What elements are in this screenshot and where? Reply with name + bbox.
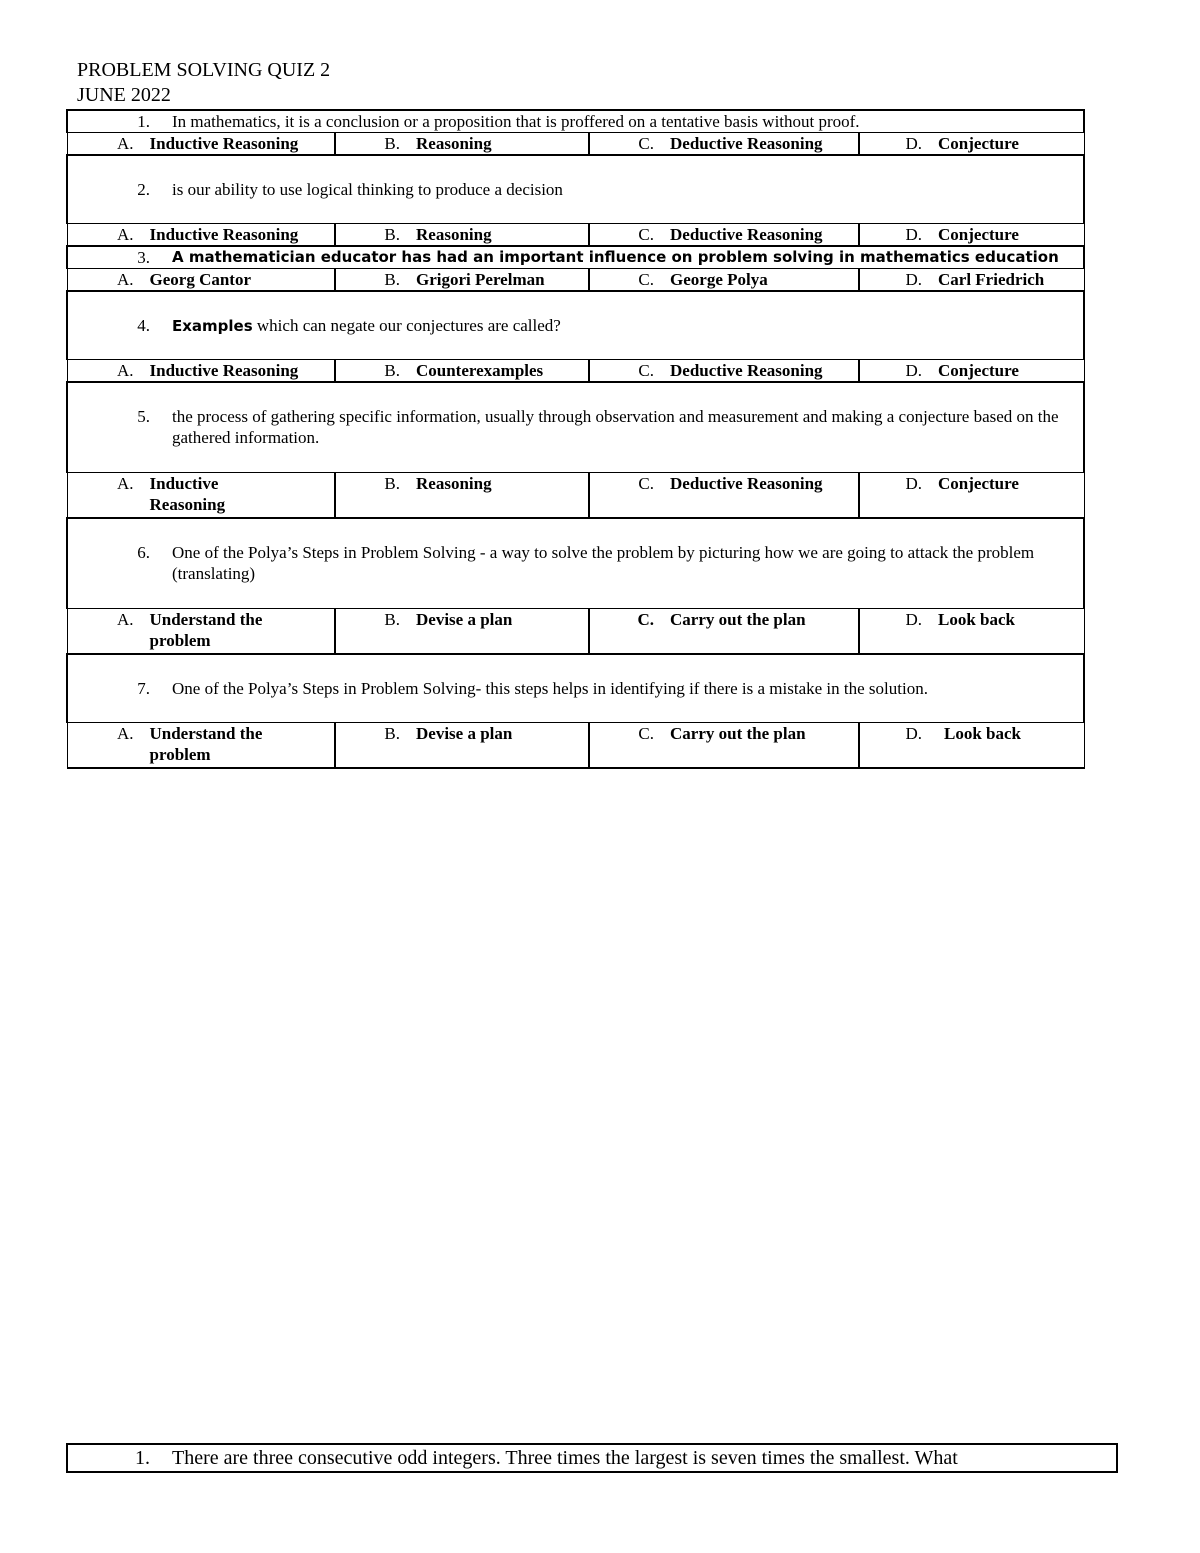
question-text: There are three consecutive odd integers. Three times the largest is seven times the smallest. What xyxy=(172,1447,958,1469)
option-b[interactable]: B. Grigori Perelman xyxy=(384,270,545,289)
question-number: 3. xyxy=(137,248,150,267)
options-row xyxy=(67,723,1084,769)
question-number: 6. xyxy=(137,543,150,562)
option-c[interactable]: C. Deductive Reasoning xyxy=(638,225,823,244)
options-row xyxy=(67,609,1084,655)
quiz-date: JUNE 2022 xyxy=(77,84,171,106)
option-c[interactable]: C. Deductive Reasoning xyxy=(638,134,823,153)
option-c[interactable]: C. Carry out the plan xyxy=(637,610,806,629)
option-d[interactable]: D. Look back xyxy=(905,610,1015,629)
question-number: 7. xyxy=(137,679,150,698)
option-a[interactable]: A. Understand the problem xyxy=(116,724,263,764)
option-b[interactable]: B. Counterexamples xyxy=(384,361,544,380)
option-d[interactable]: D. Conjecture xyxy=(905,134,1019,153)
question-row xyxy=(67,110,1084,133)
question-row xyxy=(67,155,1084,224)
option-a[interactable]: A. Inductive Reasoning xyxy=(116,474,226,514)
question-text: In mathematics, it is a conclusion or a proposition that is proffered on a tentative basis without proof. xyxy=(172,112,860,131)
option-c[interactable]: C. Deductive Reasoning xyxy=(638,361,823,380)
option-c[interactable]: C. George Polya xyxy=(638,270,768,289)
options-row xyxy=(67,473,1084,519)
option-b[interactable]: B. Reasoning xyxy=(384,474,492,493)
question-text-rest: which can negate our conjectures are called? xyxy=(252,316,561,335)
option-a[interactable]: A. Understand the problem xyxy=(116,610,263,650)
question-text-bold: Examples xyxy=(172,317,253,335)
question-row xyxy=(67,382,1084,473)
quiz-header xyxy=(77,58,330,108)
question-row xyxy=(67,518,1084,609)
question-row xyxy=(67,246,1084,269)
options-row xyxy=(67,133,1084,156)
next-section-question xyxy=(66,1443,1118,1473)
option-a[interactable]: A. Inductive Reasoning xyxy=(116,361,299,380)
options-row xyxy=(67,224,1084,247)
option-b[interactable]: B. Reasoning xyxy=(384,134,492,153)
option-d[interactable]: D. Look back xyxy=(905,724,1021,743)
option-d[interactable]: D. Conjecture xyxy=(905,474,1019,493)
question-text: is our ability to use logical thinking to produce a decision xyxy=(172,180,563,199)
options-row xyxy=(67,360,1084,383)
quiz-table xyxy=(66,109,1085,769)
question-text: One of the Polya’s Steps in Problem Solving - a way to solve the problem by picturing how we are going to attack the problem (translating) xyxy=(172,543,1035,583)
option-d[interactable]: D. Carl Friedrich xyxy=(905,270,1045,289)
question-text: the process of gathering specific information, usually through observation and measurement and making a conjecture based on the gathered information. xyxy=(172,407,1059,447)
question-number: 1. xyxy=(135,1447,150,1469)
question-text xyxy=(172,315,1083,337)
option-a[interactable]: A. Inductive Reasoning xyxy=(116,225,299,244)
question-text: A mathematician educator has had an important influence on problem solving in mathematics education xyxy=(172,248,1059,266)
question-text: One of the Polya’s Steps in Problem Solving- this steps helps in identifying if there is a mistake in the solution. xyxy=(172,679,928,698)
option-a[interactable]: A. Inductive Reasoning xyxy=(116,134,299,153)
option-b[interactable]: B. Devise a plan xyxy=(384,610,513,629)
question-number: 4. xyxy=(137,316,150,335)
question-number: 1. xyxy=(137,112,150,131)
question-row xyxy=(67,291,1084,360)
option-b[interactable]: B. Reasoning xyxy=(384,225,492,244)
option-d[interactable]: D. Conjecture xyxy=(905,225,1019,244)
option-a[interactable]: A. Georg Cantor xyxy=(116,270,252,289)
question-number: 2. xyxy=(137,180,150,199)
question-number: 5. xyxy=(137,407,150,426)
options-row xyxy=(67,269,1084,292)
option-c[interactable]: C. Carry out the plan xyxy=(638,724,806,743)
question-row xyxy=(67,654,1084,723)
option-d[interactable]: D. Conjecture xyxy=(905,361,1019,380)
quiz-title: PROBLEM SOLVING QUIZ 2 xyxy=(77,59,331,81)
option-c[interactable]: C. Deductive Reasoning xyxy=(638,474,823,493)
option-b[interactable]: B. Devise a plan xyxy=(384,724,513,743)
